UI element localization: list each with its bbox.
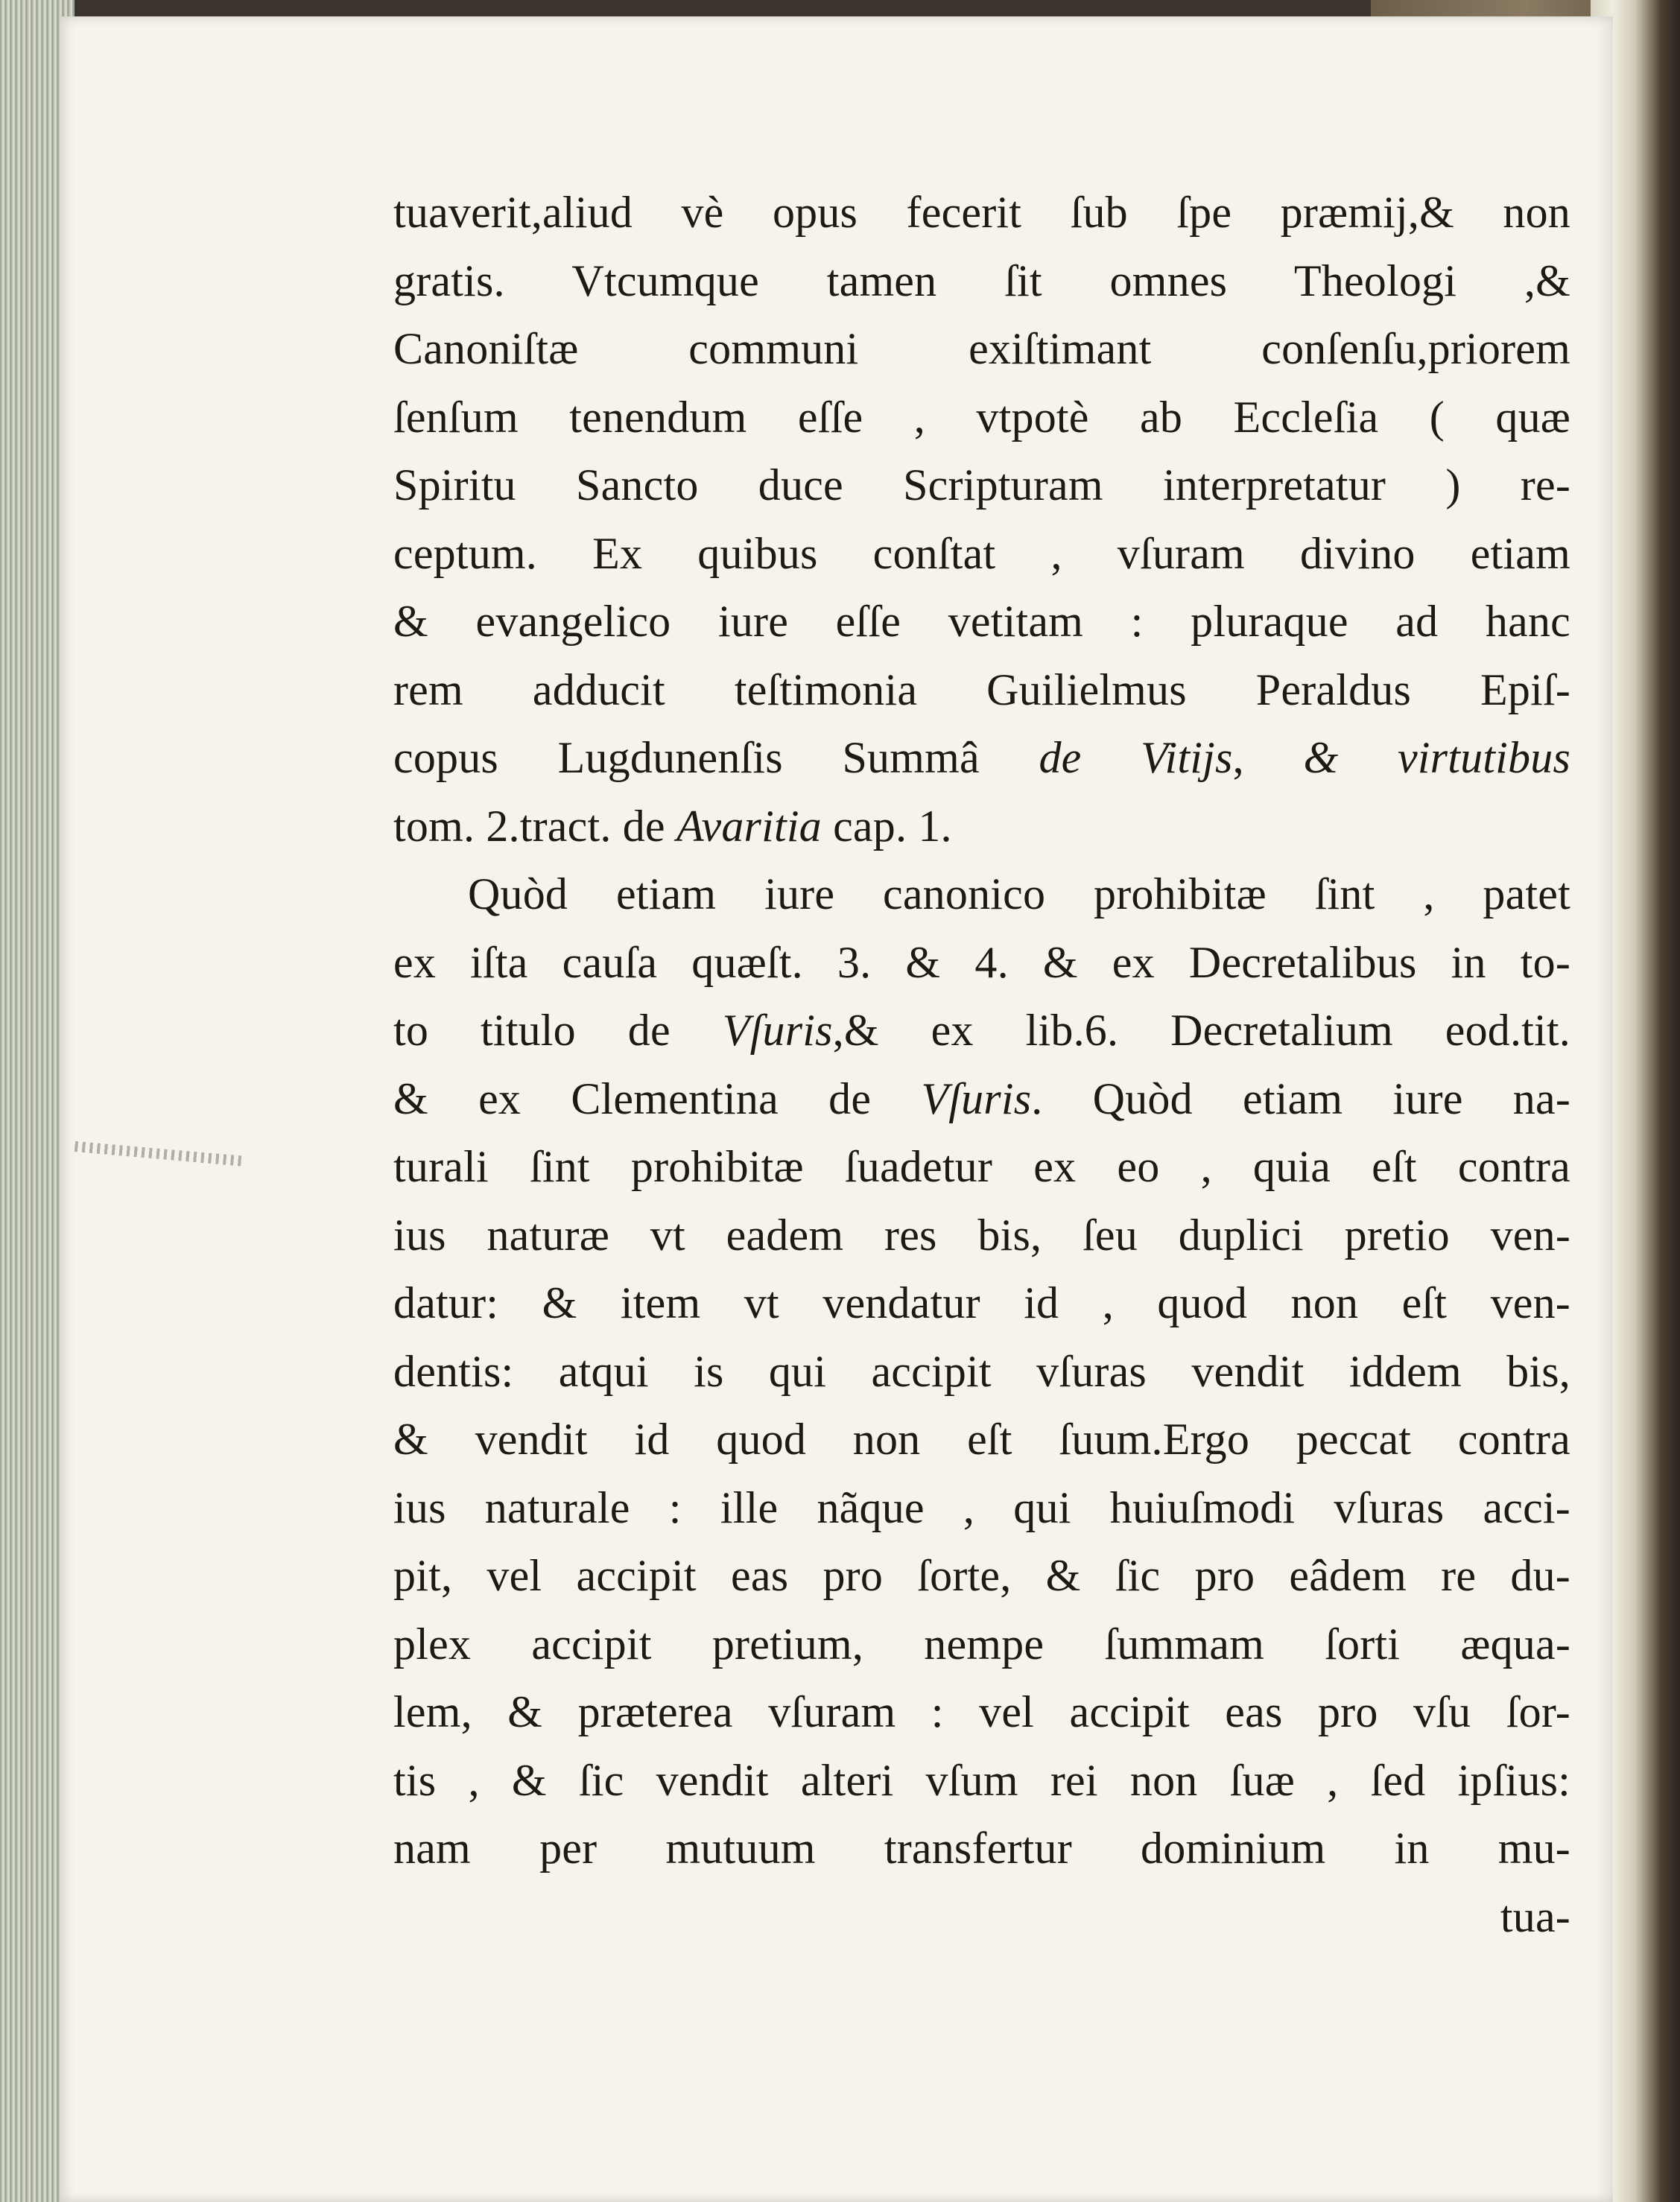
text-line: gratis. Vtcumque tamen ſit omnes Theologi ,& [393,256,1570,305]
body-text [393,179,1570,1951]
text-line: & vendit id quod non eſt ſuum.Ergo peccat contra [393,1415,1570,1464]
text-line: turali ſint prohibitæ ſuadetur ex eo , quia eſt contra [393,1142,1570,1191]
text-line: datur: & item vt vendatur id , quod non eſt ven- [393,1278,1570,1327]
text-line: Canoniſtæ communi exiſtimant conſenſu,priorem [393,324,1570,373]
text-line: ius naturale : ille nãque , qui huiuſmodi vſuras acci- [393,1482,1570,1532]
text-line: pit, vel accipit eas pro ſorte, & ſic pro eâdem re du- [393,1551,1570,1600]
catchword: tua- [1500,1891,1570,1941]
text-line: tis , & ſic vendit alteri vſum rei non ſuæ , ſed ipſius: [393,1755,1570,1805]
text-line: copus Lugdunenſis Summâ de Vitijs, & virtutibus [393,733,1570,782]
text-line: Spiritu Sancto duce Scripturam interpretatur ) re- [393,460,1570,510]
text-line: rem adducit teſtimonia Guilielmus Peraldus Epiſ- [393,664,1570,714]
paper-fiber-mark [75,1141,246,1167]
text-line: & evangelico iure eſſe vetitam : pluraque ad hanc [393,597,1570,646]
text-line: ius naturæ vt eadem res bis, ſeu duplici pretio ven- [393,1210,1570,1260]
text-line: ceptum. Ex quibus conſtat , vſuram divino etiam [393,528,1570,578]
text-line: plex accipit pretium, nempe ſummam ſorti æqua- [393,1619,1570,1669]
text-line: Quòd etiam iure canonico prohibitæ ſint , patet [468,869,1570,918]
text-line: nam per mutuum transfertur dominium in mu- [393,1824,1570,1873]
text-line: ſenſum tenendum eſſe , vtpotè ab Eccleſia ( quæ [393,392,1570,442]
text-line: to titulo de Vſuris,& ex lib.6. Decretalium eod.tit. [393,1006,1570,1055]
text-line: tom. 2.tract. de Avaritia cap. 1. [393,801,952,851]
text-line: ex iſta cauſa quæſt. 3. & 4. & ex Decretalibus in to- [393,937,1570,987]
text-line: tuaverit,aliud vè opus fecerit ſub ſpe præmij,& non [393,188,1570,237]
text-line: & ex Clementina de Vſuris. Quòd etiam iure na- [393,1073,1570,1123]
text-line: lem, & præterea vſuram : vel accipit eas pro vſu ſor- [393,1687,1570,1736]
text-line: dentis: atqui is qui accipit vſuras vendit iddem bis, [393,1346,1570,1396]
